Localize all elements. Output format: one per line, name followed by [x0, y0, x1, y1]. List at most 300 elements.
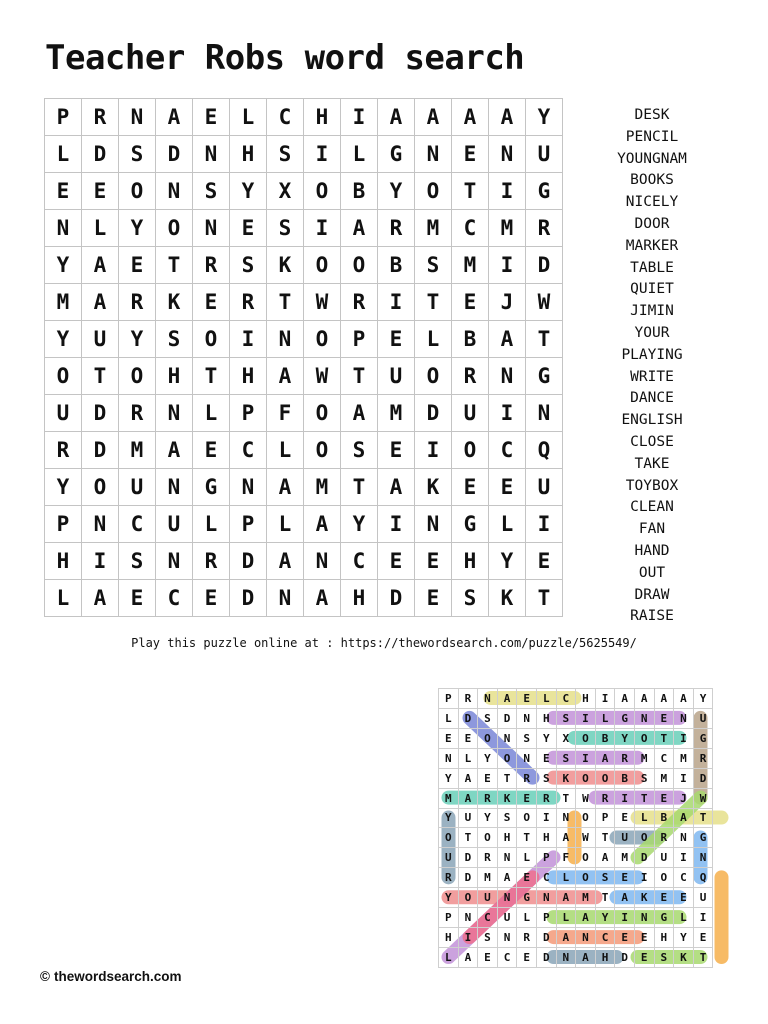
grid-cell: I [341, 99, 378, 136]
answer-cell: I [674, 768, 694, 788]
answer-cell: N [497, 848, 517, 868]
answer-cell: U [478, 888, 498, 908]
grid-row [45, 284, 563, 321]
answer-cell: A [556, 928, 576, 948]
grid-cell: E [489, 469, 526, 506]
grid-cell: D [415, 395, 452, 432]
answer-cell: E [478, 947, 498, 967]
answer-cell: D [458, 868, 478, 888]
answer-cell: W [576, 828, 596, 848]
answer-cell: M [654, 768, 674, 788]
answer-cell: S [595, 868, 615, 888]
answer-cell: L [536, 689, 556, 709]
answer-cell: T [497, 768, 517, 788]
answer-cell: E [478, 768, 498, 788]
answer-cell: E [693, 928, 713, 948]
answer-cell: M [634, 748, 654, 768]
answer-cell: B [654, 808, 674, 828]
answer-cell: N [497, 728, 517, 748]
grid-cell: T [82, 358, 119, 395]
grid-cell: D [156, 136, 193, 173]
answer-cell: A [576, 908, 596, 928]
grid-cell: N [45, 210, 82, 247]
word-list-item: HAND [634, 542, 670, 559]
grid-cell: A [156, 99, 193, 136]
grid-cell: T [341, 469, 378, 506]
grid-cell: O [82, 469, 119, 506]
grid-cell: N [230, 469, 267, 506]
grid-cell: D [526, 247, 563, 284]
site-credit [40, 969, 182, 984]
answer-cell: D [536, 928, 556, 948]
grid-cell: A [378, 99, 415, 136]
grid-cell: G [526, 173, 563, 210]
grid-cell: Y [45, 321, 82, 358]
word-list-item: WRITE [630, 368, 674, 385]
answer-cell: H [576, 689, 596, 709]
answer-cell: R [517, 928, 537, 948]
answer-cell: S [556, 708, 576, 728]
grid-cell: S [230, 247, 267, 284]
puzzle-grid [44, 98, 563, 617]
grid-cell: U [452, 395, 489, 432]
grid-cell: M [378, 395, 415, 432]
grid-cell: R [82, 99, 119, 136]
grid-cell: E [119, 247, 156, 284]
answer-row [439, 928, 713, 948]
answer-cell: E [615, 868, 635, 888]
answer-cell: N [576, 928, 596, 948]
grid-row [45, 395, 563, 432]
grid-cell: N [156, 173, 193, 210]
answer-cell: Y [478, 808, 498, 828]
answer-cell: W [693, 788, 713, 808]
answer-row [439, 828, 713, 848]
grid-cell: O [341, 247, 378, 284]
grid-cell: B [452, 321, 489, 358]
answer-row [439, 689, 713, 709]
grid-cell: Y [45, 469, 82, 506]
answer-grid [438, 688, 713, 968]
answer-cell: N [634, 908, 654, 928]
answer-cell: P [439, 689, 459, 709]
answer-cell: U [497, 908, 517, 928]
grid-cell: I [378, 506, 415, 543]
answer-cell: R [478, 848, 498, 868]
answer-cell: H [497, 828, 517, 848]
answer-cell: L [595, 708, 615, 728]
answer-cell: D [634, 848, 654, 868]
answer-cell: R [517, 768, 537, 788]
answer-cell: A [595, 748, 615, 768]
answer-cell: R [693, 748, 713, 768]
grid-cell: W [304, 358, 341, 395]
grid-row [45, 247, 563, 284]
answer-cell: T [654, 728, 674, 748]
grid-cell: H [230, 358, 267, 395]
answer-cell: E [517, 689, 537, 709]
grid-cell: E [119, 580, 156, 617]
grid-cell: Y [230, 173, 267, 210]
answer-cell: S [536, 768, 556, 788]
answer-cell: C [654, 748, 674, 768]
grid-cell: Y [526, 99, 563, 136]
answer-cell: R [654, 828, 674, 848]
grid-cell: L [82, 210, 119, 247]
grid-cell: Y [119, 210, 156, 247]
grid-cell: K [156, 284, 193, 321]
answer-cell: A [615, 689, 635, 709]
grid-cell: S [193, 173, 230, 210]
grid-cell: O [156, 210, 193, 247]
answer-cell: A [497, 689, 517, 709]
word-list-item: DOOR [634, 215, 670, 232]
grid-cell: R [341, 284, 378, 321]
grid-cell: S [415, 247, 452, 284]
answer-cell: M [576, 888, 596, 908]
grid-cell: I [230, 321, 267, 358]
answer-cell: G [654, 908, 674, 928]
grid-cell: O [119, 173, 156, 210]
answer-cell: L [517, 848, 537, 868]
answer-cell: N [536, 888, 556, 908]
word-list-item: PLAYING [621, 346, 683, 363]
answer-cell: N [556, 947, 576, 967]
answer-cell: A [458, 788, 478, 808]
answer-cell: D [536, 947, 556, 967]
grid-cell: R [230, 284, 267, 321]
answer-cell: A [458, 768, 478, 788]
grid-cell: I [304, 136, 341, 173]
answer-cell: T [595, 828, 615, 848]
grid-cell: K [267, 247, 304, 284]
answer-cell: N [674, 708, 694, 728]
grid-cell: R [378, 210, 415, 247]
word-list [604, 105, 700, 628]
answer-cell: A [576, 947, 596, 967]
answer-cell: S [497, 808, 517, 828]
answer-row [439, 788, 713, 808]
grid-cell: A [341, 210, 378, 247]
grid-cell: O [193, 321, 230, 358]
answer-cell: A [556, 888, 576, 908]
answer-cell: R [615, 748, 635, 768]
grid-cell: N [156, 469, 193, 506]
grid-row [45, 136, 563, 173]
grid-cell: Y [45, 247, 82, 284]
grid-row [45, 358, 563, 395]
answer-cell: H [654, 928, 674, 948]
answer-cell: C [556, 689, 576, 709]
grid-cell: P [230, 506, 267, 543]
answer-cell: D [458, 848, 478, 868]
answer-cell: Y [595, 908, 615, 928]
grid-cell: A [82, 580, 119, 617]
grid-cell: E [82, 173, 119, 210]
grid-cell: D [230, 580, 267, 617]
grid-cell: A [452, 99, 489, 136]
answer-cell: I [674, 848, 694, 868]
answer-row [439, 848, 713, 868]
answer-cell: M [674, 748, 694, 768]
answer-cell: E [536, 748, 556, 768]
grid-cell: E [193, 580, 230, 617]
answer-row [439, 808, 713, 828]
grid-cell: I [526, 506, 563, 543]
grid-cell: R [193, 543, 230, 580]
grid-cell: N [267, 580, 304, 617]
grid-cell: T [452, 173, 489, 210]
answer-cell: O [576, 808, 596, 828]
answer-cell: O [576, 728, 596, 748]
answer-row [439, 908, 713, 928]
answer-cell: T [517, 828, 537, 848]
grid-cell: A [267, 469, 304, 506]
grid-cell: H [341, 580, 378, 617]
answer-cell: S [478, 928, 498, 948]
grid-cell: N [156, 543, 193, 580]
grid-cell: M [304, 469, 341, 506]
answer-cell: L [556, 868, 576, 888]
grid-cell: G [526, 358, 563, 395]
answer-cell: S [556, 748, 576, 768]
grid-cell: A [378, 469, 415, 506]
answer-cell: I [693, 908, 713, 928]
answer-cell: I [615, 788, 635, 808]
answer-cell: L [458, 748, 478, 768]
grid-cell: N [193, 136, 230, 173]
play-online-text: Play this puzzle online at : https://thewordsearch.com/puzzle/5625549/ [131, 636, 637, 650]
word-list-item: TOYBOX [625, 477, 679, 494]
answer-cell: G [615, 708, 635, 728]
grid-cell: N [489, 358, 526, 395]
answer-cell: N [497, 928, 517, 948]
word-list-item: OUT [638, 564, 666, 581]
answer-cell: E [439, 728, 459, 748]
grid-cell: A [267, 543, 304, 580]
grid-cell: O [304, 247, 341, 284]
grid-row [45, 99, 563, 136]
grid-cell: U [378, 358, 415, 395]
answer-cell: L [517, 908, 537, 928]
answer-cell: I [595, 689, 615, 709]
grid-cell: N [415, 136, 452, 173]
answer-cell: J [674, 788, 694, 808]
grid-cell: O [45, 358, 82, 395]
answer-cell: N [693, 848, 713, 868]
word-list-item: PENCIL [625, 128, 679, 145]
grid-cell: O [304, 321, 341, 358]
answer-cell: N [439, 748, 459, 768]
grid-cell: H [45, 543, 82, 580]
answer-row [439, 708, 713, 728]
answer-cell: I [615, 908, 635, 928]
grid-cell: T [415, 284, 452, 321]
grid-cell: S [119, 136, 156, 173]
grid-cell: C [119, 506, 156, 543]
grid-cell: P [45, 506, 82, 543]
answer-cell: I [674, 728, 694, 748]
answer-cell: U [693, 888, 713, 908]
answer-cell: A [458, 947, 478, 967]
grid-cell: Y [489, 543, 526, 580]
answer-cell: H [595, 947, 615, 967]
answer-cell: R [458, 689, 478, 709]
answer-cell: U [693, 708, 713, 728]
grid-cell: X [267, 173, 304, 210]
grid-cell: E [452, 284, 489, 321]
grid-cell: C [230, 432, 267, 469]
answer-cell: E [654, 888, 674, 908]
grid-cell: C [341, 543, 378, 580]
grid-cell: L [489, 506, 526, 543]
grid-cell: P [230, 395, 267, 432]
word-list-item: MARKER [625, 237, 679, 254]
answer-cell: X [556, 728, 576, 748]
word-list-item: QUIET [630, 281, 674, 298]
grid-cell: L [193, 506, 230, 543]
answer-cell: E [517, 868, 537, 888]
answer-cell: A [634, 689, 654, 709]
answer-cell: H [536, 708, 556, 728]
answer-cell: L [634, 808, 654, 828]
answer-cell: R [536, 788, 556, 808]
answer-cell: E [458, 728, 478, 748]
grid-cell: Y [378, 173, 415, 210]
copyright-icon: © [40, 969, 50, 984]
grid-cell: L [230, 99, 267, 136]
answer-cell: M [478, 868, 498, 888]
answer-cell: I [576, 748, 596, 768]
grid-cell: L [45, 136, 82, 173]
grid-cell: I [415, 432, 452, 469]
answer-cell: L [439, 947, 459, 967]
grid-cell: O [415, 173, 452, 210]
answer-row [439, 947, 713, 967]
grid-cell: E [378, 432, 415, 469]
grid-cell: A [489, 321, 526, 358]
grid-cell: S [119, 543, 156, 580]
grid-cell: T [526, 580, 563, 617]
answer-cell: O [595, 768, 615, 788]
answer-cell: C [497, 947, 517, 967]
answer-cell: K [634, 888, 654, 908]
answer-cell: A [556, 828, 576, 848]
answer-cell: A [674, 689, 694, 709]
answer-cell: S [634, 768, 654, 788]
grid-row [45, 469, 563, 506]
grid-cell: M [452, 247, 489, 284]
answer-row [439, 868, 713, 888]
grid-cell: R [45, 432, 82, 469]
word-list-item: RAISE [630, 608, 674, 625]
answer-cell: P [595, 808, 615, 828]
answer-cell: Y [439, 768, 459, 788]
answer-cell: Y [693, 689, 713, 709]
answer-key [438, 688, 732, 967]
answer-cell: D [458, 708, 478, 728]
grid-cell: N [193, 210, 230, 247]
grid-cell: U [526, 136, 563, 173]
answer-cell: Y [478, 748, 498, 768]
grid-cell: K [489, 580, 526, 617]
grid-cell: O [304, 173, 341, 210]
answer-cell: T [693, 808, 713, 828]
answer-cell: Y [674, 928, 694, 948]
answer-cell: B [595, 728, 615, 748]
grid-cell: U [45, 395, 82, 432]
grid-cell: U [82, 321, 119, 358]
grid-cell: R [526, 210, 563, 247]
answer-cell: I [536, 808, 556, 828]
answer-cell: T [595, 888, 615, 908]
grid-cell: W [526, 284, 563, 321]
answer-cell: A [674, 808, 694, 828]
grid-cell: T [193, 358, 230, 395]
grid-cell: D [378, 580, 415, 617]
answer-cell: N [497, 888, 517, 908]
grid-cell: R [452, 358, 489, 395]
answer-cell: R [595, 788, 615, 808]
grid-cell: L [341, 136, 378, 173]
answer-row [439, 748, 713, 768]
grid-cell: Y [119, 321, 156, 358]
answer-cell: I [458, 928, 478, 948]
grid-cell: N [304, 543, 341, 580]
word-list-item: FAN [638, 521, 666, 538]
word-list-item: CLOSE [630, 433, 674, 450]
grid-cell: O [119, 358, 156, 395]
answer-cell: E [654, 788, 674, 808]
grid-cell: N [415, 506, 452, 543]
grid-cell: O [452, 432, 489, 469]
answer-cell: N [517, 748, 537, 768]
grid-cell: U [119, 469, 156, 506]
answer-cell: U [654, 848, 674, 868]
answer-cell: W [576, 788, 596, 808]
word-list-item: DRAW [634, 586, 670, 603]
grid-cell: L [193, 395, 230, 432]
grid-cell: S [452, 580, 489, 617]
site-name: thewordsearch.com [53, 969, 182, 984]
grid-cell: T [526, 321, 563, 358]
grid-cell: L [267, 432, 304, 469]
answer-cell: R [439, 868, 459, 888]
grid-cell: O [304, 432, 341, 469]
answer-cell: T [634, 788, 654, 808]
answer-cell: O [497, 748, 517, 768]
answer-cell: T [693, 947, 713, 967]
grid-cell: J [489, 284, 526, 321]
answer-cell: O [634, 728, 654, 748]
answer-cell: F [556, 848, 576, 868]
answer-cell: O [576, 868, 596, 888]
answer-cell: T [556, 788, 576, 808]
answer-cell: D [615, 947, 635, 967]
answer-cell: O [517, 808, 537, 828]
answer-cell: A [654, 689, 674, 709]
grid-cell: M [489, 210, 526, 247]
grid-cell: C [267, 99, 304, 136]
grid-cell: K [415, 469, 452, 506]
grid-row [45, 506, 563, 543]
answer-cell: P [536, 848, 556, 868]
grid-cell: U [526, 469, 563, 506]
grid-cell: R [119, 395, 156, 432]
answer-cell: U [458, 808, 478, 828]
grid-cell: T [341, 358, 378, 395]
grid-cell: A [415, 99, 452, 136]
